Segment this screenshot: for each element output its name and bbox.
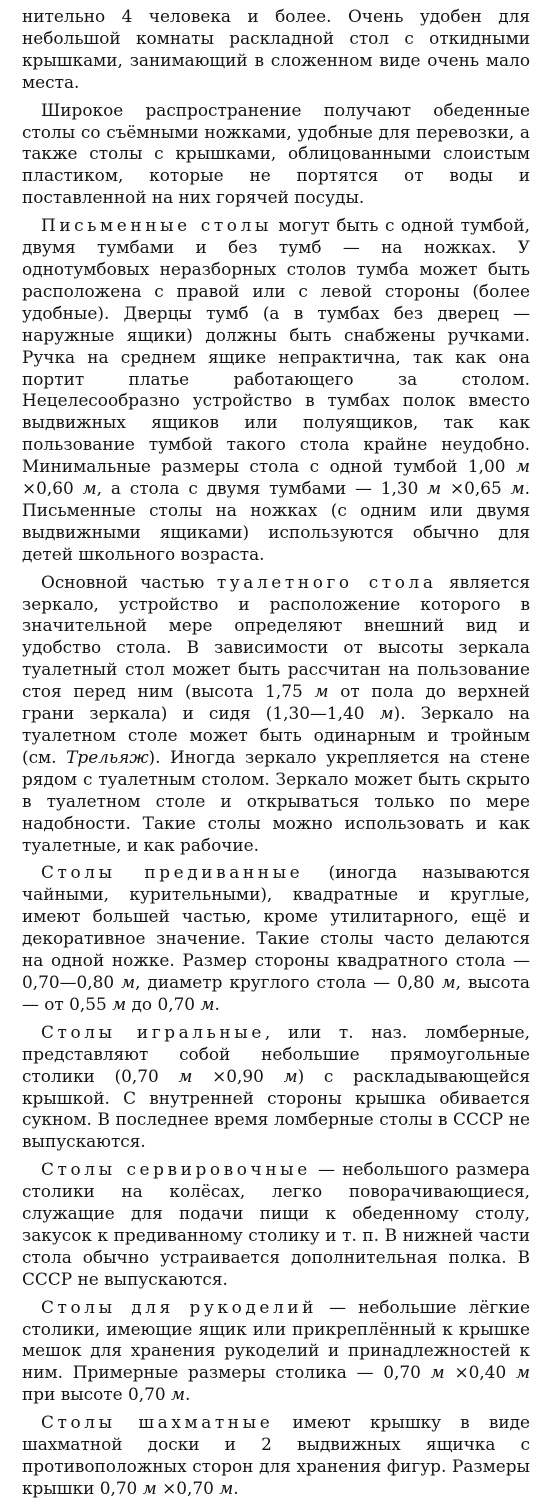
unit-text: м (379, 703, 394, 724)
body-text: , или т. наз. ломберные, представляют собой небольшие прямоугольные столики (0,70 (22, 1021, 531, 1086)
paragraph-needlework-tables (22, 1297, 530, 1407)
body-text: нительно 4 человека и более. Очень удобен для небольшой комнаты раскладной стол с откидными крышками, занимающий в сложенном виде очень мало места. (22, 6, 530, 92)
paragraph-dressing-tables (22, 572, 530, 857)
document-page (22, 6, 530, 1506)
body-text: ). Иногда зеркало укрепляется на стене рядом с туалетным столом. Зеркало может быть скрыто в туалетном столе и открываться только по мере надобности. Такие столы можно использовать и как туалетные, и как рабочие. (22, 746, 530, 855)
unit-text: м (283, 1065, 298, 1086)
body-text: могут быть с одной тумбой, двумя тумбами и без тумб — на ножках. У однотумбовых неразборных столов тумба может быть расположена с правой или с левой стороны (более удобные). Дверцы тумб (а в тумбах без дверец — наружные ящики) должны быть снабжены ручками. Ручка на среднем ящике непрактична, так как она портит платье работающего за столом. Нецелесообразно устройство в тумбах полок вместо выдвижных ящиков или полуящиков, так как пользование тумбой такого стола крайне неудобно. Минимальные размеры стола с одной тумбой 1,00 (22, 215, 530, 477)
body-text: — небольшого размера столики на колёсах, легко поворачивающиеся, служащие для подачи пищи к обеденному столу, закусок к предиванному столику и т. п. В нижней части стола обычно устраивается дополнительная полка. В СССР не выпускаются. (22, 1159, 530, 1289)
body-text: , а стола с двумя тумбами — 1,30 (96, 478, 428, 499)
body-text: ×0,90 (192, 1065, 284, 1086)
body-text: является зеркало, устройство и расположение которого в значительной мере определяют внешний вид и удобство стола. В зависимости от высоты зеркала туалетный стол может быть рассчитан на пользование стоя перед ним (высота 1,75 (22, 571, 531, 702)
paragraph-continuation (22, 6, 530, 94)
unit-text: м (515, 456, 530, 477)
term-heading: Столы сервировочные (41, 1159, 311, 1180)
unit-text: м (170, 1384, 185, 1405)
body-text: ×0,70 (156, 1477, 220, 1498)
unit-text: м (82, 478, 97, 499)
body-text: . (214, 993, 220, 1014)
term-heading: Столы для рукоделий (41, 1296, 318, 1317)
paragraph-writing-desks (22, 215, 530, 566)
body-text: до 0,70 (126, 993, 201, 1014)
unit-text: м (430, 1362, 445, 1383)
term-heading: туалетного стола (216, 571, 437, 592)
paragraph-dining-tables (22, 100, 530, 210)
unit-text: м (510, 478, 525, 499)
body-text: . (233, 1477, 239, 1498)
term-heading: Столы шахматные (41, 1412, 274, 1433)
body-text: Широкое распространение получают обеденные столы со съёмными ножками, удобные для перевозки, а также столы с крышками, облицованными слоистым пластиком, которые не портятся от воды и поставленной на них горячей посуды. (22, 99, 530, 208)
body-text: ×0,60 (22, 478, 83, 499)
unit-text: м (142, 1477, 157, 1498)
body-text: ). Зеркало на туалетном столе может быть одинарным и тройным (см. (22, 703, 531, 767)
body-text: при высоте 0,70 (22, 1384, 171, 1405)
body-text: ) с раскладывающейся крышкой. С внутренней стороны крышка обивается сукном. В последнее время ломберные столы в СССР не выпускаются. (22, 1065, 530, 1152)
term-heading: Столы игральные (41, 1021, 265, 1042)
body-text: . (184, 1384, 191, 1405)
term-heading: Столы предиванные (41, 862, 304, 883)
body-text: от пола до верхней грани зеркала) и сидя (1,30—1,40 (22, 681, 530, 724)
body-text: , диаметр круглого стола — 0,80 (135, 971, 442, 992)
paragraph-chess-tables (22, 1412, 530, 1500)
unit-text: м (200, 993, 215, 1014)
body-text: ×0,40 (444, 1362, 516, 1383)
term-heading: Письменные столы (41, 215, 272, 236)
unit-text: м (121, 971, 136, 992)
body-text: , высота — от 0,55 (22, 971, 530, 1014)
unit-text: м (112, 993, 127, 1014)
body-text: Основной частью (41, 571, 217, 592)
unit-text: м (441, 971, 456, 992)
unit-text: м (427, 478, 442, 499)
unit-text: м (178, 1065, 193, 1086)
paragraph-serving-tables (22, 1159, 530, 1290)
body-text: . Письменные столы на ножках (с одним или двумя выдвижными ящиками) используются обычно для детей школьного возраста. (22, 478, 531, 564)
paragraph-card-tables (22, 1022, 530, 1153)
body-text: — небольшие лёгкие столики, имеющие ящик или прикреплённый к крышке мешок для хранения рукоделий и принадлежностей к ним. Примерные размеры столика — 0,70 (22, 1296, 530, 1383)
unit-text: Трельяж (66, 746, 149, 767)
body-text: (иногда называются чайными, курительными), квадратные и круглые, имеют большей частью, кроме утилитарного, ещё и декоративное значение. Такие столы часто делаются на одной ножке. Размер стороны квадратного стола — 0,70—0,80 (22, 862, 531, 992)
unit-text: м (219, 1477, 234, 1498)
paragraph-sofa-tables (22, 862, 530, 1015)
body-text: ×0,65 (441, 478, 511, 499)
unit-text: м (516, 1362, 531, 1383)
body-text: имеют крышку в виде шахматной доски и 2 выдвижных ящичка с противоположных сторон для хранения фигур. Размеры крышки 0,70 (22, 1412, 530, 1498)
unit-text: м (314, 681, 329, 702)
